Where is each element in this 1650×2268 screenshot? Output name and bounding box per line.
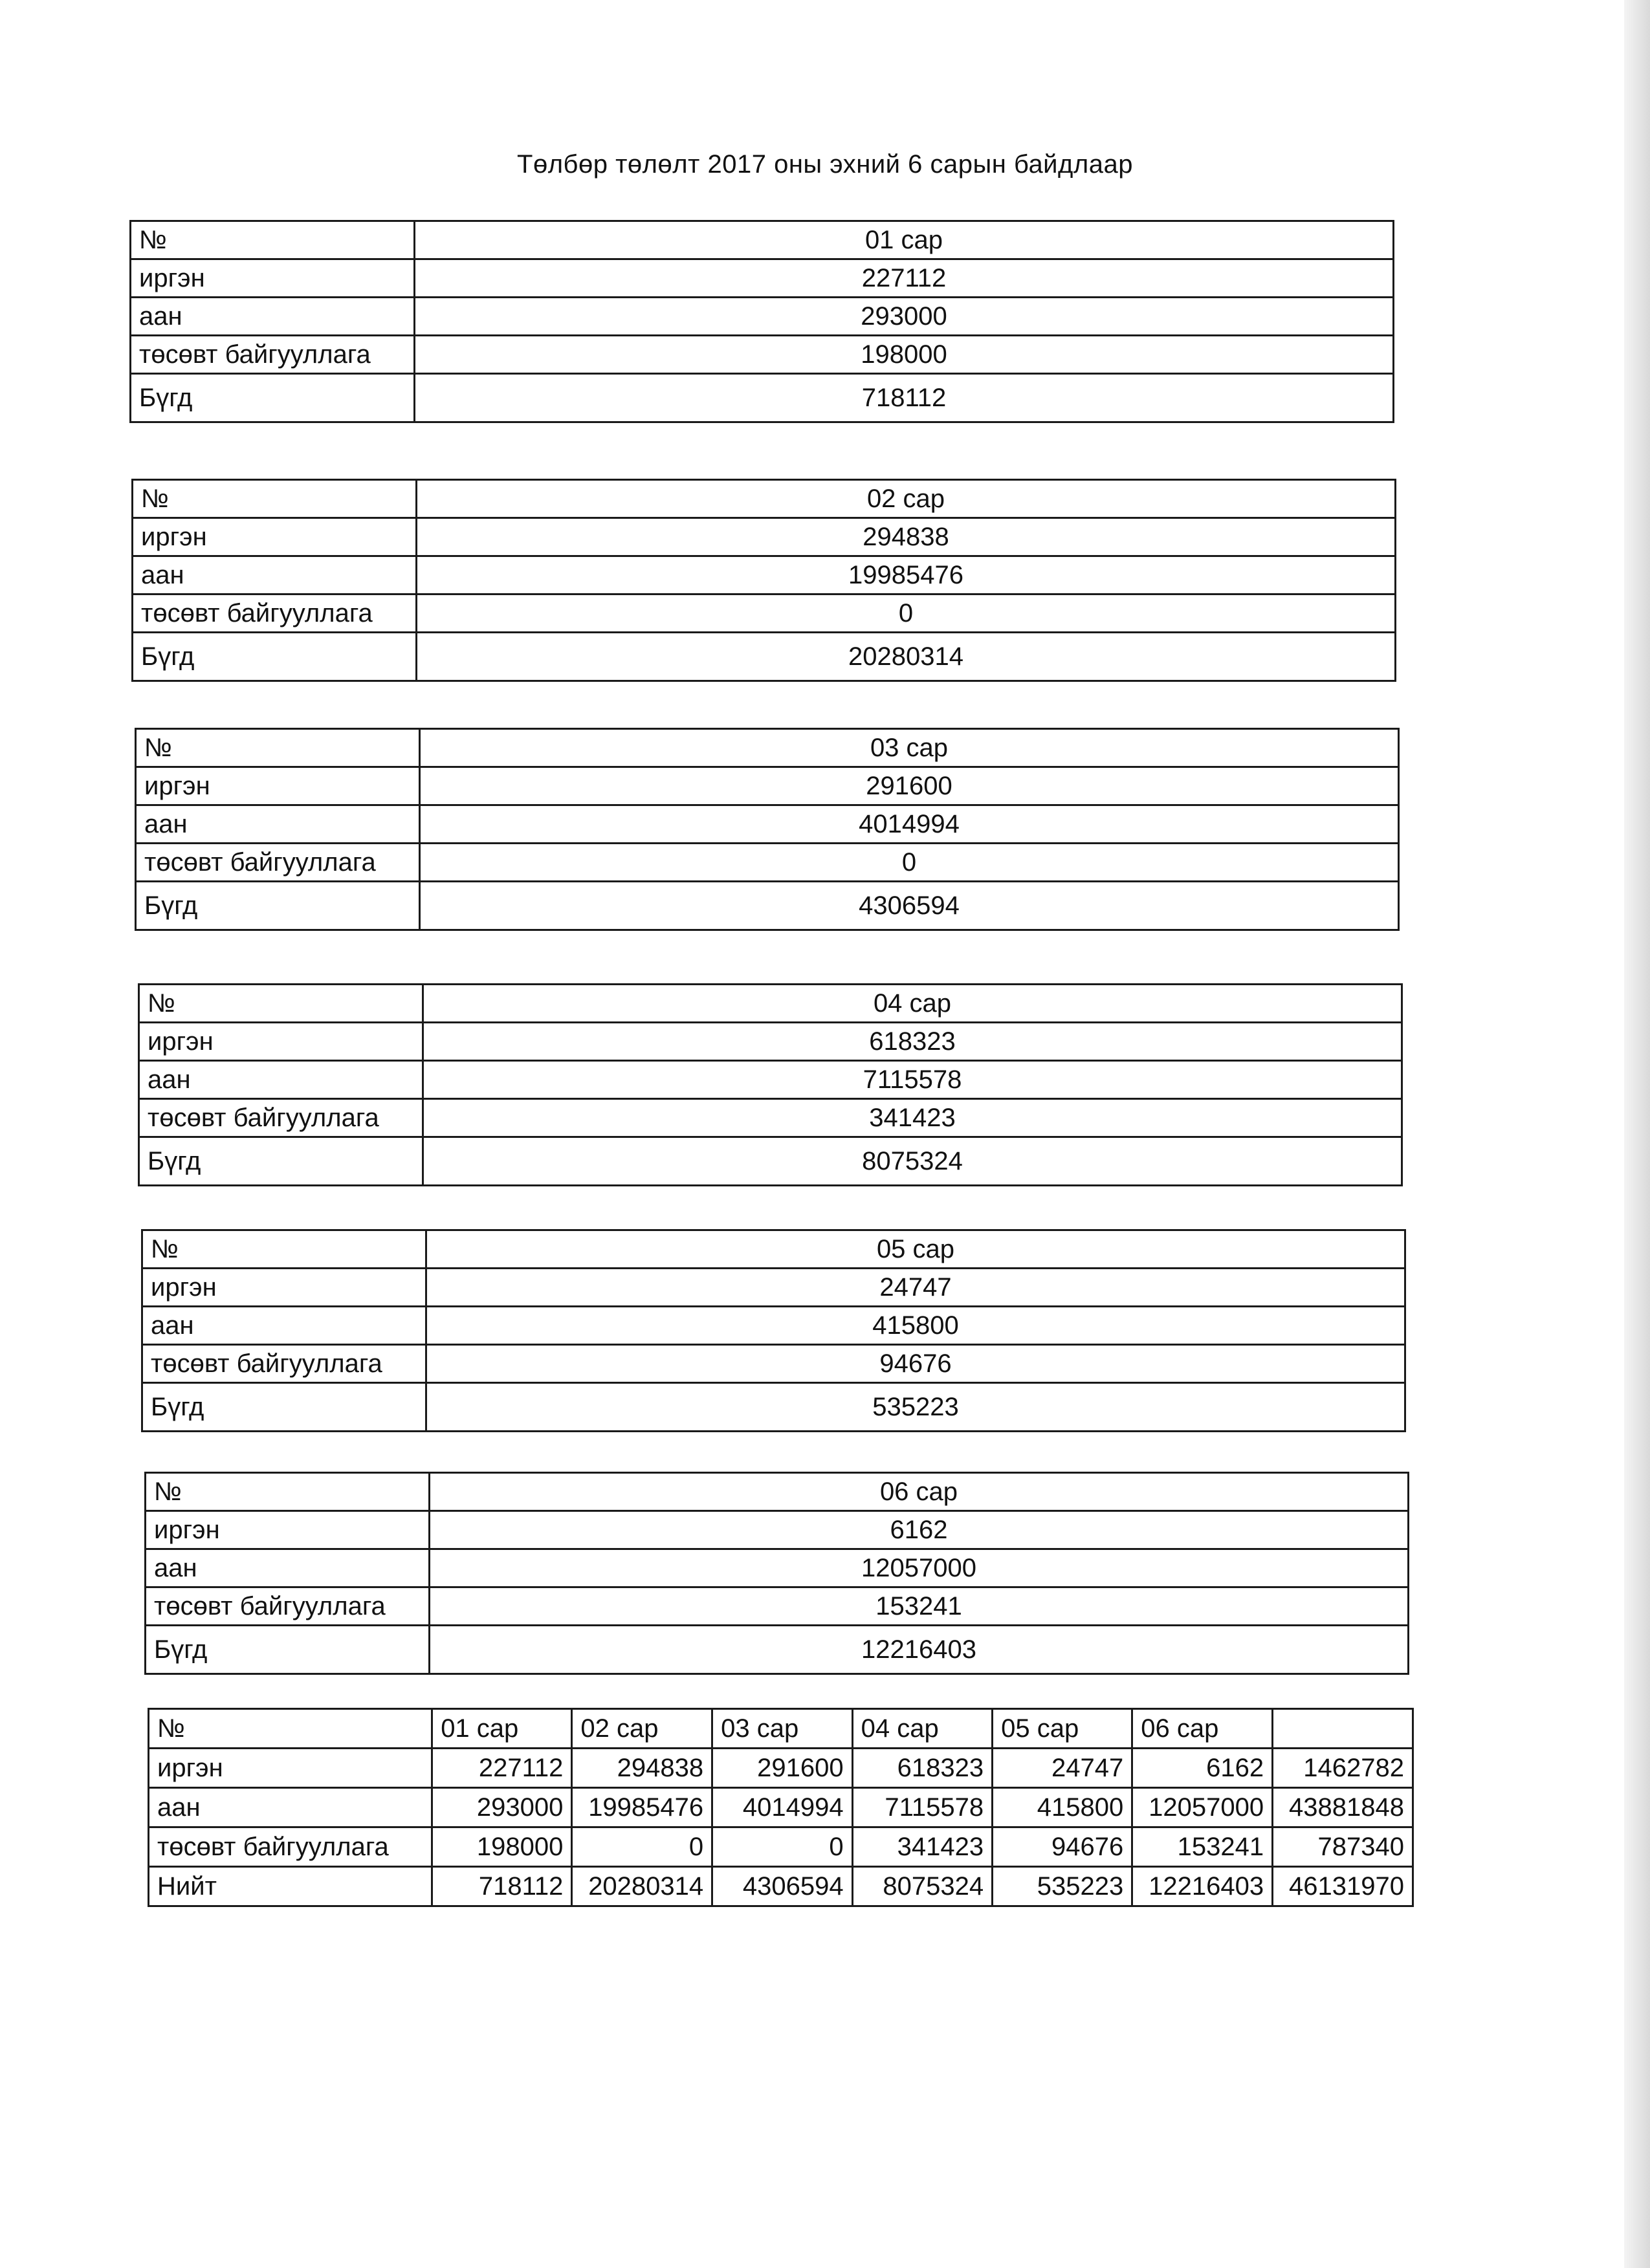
table-row bbox=[149, 1827, 1413, 1867]
month-table-04 bbox=[138, 983, 1403, 1186]
company-value: 4014994 bbox=[420, 805, 1399, 844]
month-table-03 bbox=[135, 728, 1400, 931]
table-cell: 20280314 bbox=[572, 1867, 712, 1906]
table-cell: 415800 bbox=[993, 1788, 1132, 1827]
budget-org-value: 341423 bbox=[423, 1099, 1402, 1137]
month-header: 06 сар bbox=[430, 1473, 1409, 1511]
summary-col-header: 04 сар bbox=[852, 1709, 992, 1749]
table-cell: 291600 bbox=[712, 1749, 852, 1788]
table-row bbox=[149, 1749, 1413, 1788]
table-cell: 8075324 bbox=[852, 1867, 992, 1906]
table-row bbox=[133, 594, 1396, 633]
row-label-citizen: иргэн bbox=[146, 1511, 430, 1549]
table-cell: 12057000 bbox=[1132, 1788, 1273, 1827]
table-row bbox=[131, 221, 1394, 259]
table-row bbox=[139, 1061, 1402, 1099]
row-label-company: аан bbox=[136, 805, 420, 844]
row-total-cell: 43881848 bbox=[1273, 1788, 1413, 1827]
row-label-citizen: иргэн bbox=[142, 1269, 426, 1307]
row-label-total: Бүгд bbox=[136, 882, 420, 930]
budget-org-value: 0 bbox=[420, 844, 1399, 882]
company-value: 293000 bbox=[415, 298, 1394, 336]
table-cell: 7115578 bbox=[852, 1788, 992, 1827]
table-row bbox=[149, 1867, 1413, 1906]
row-label-citizen: иргэн bbox=[136, 767, 420, 805]
summary-col-header: 06 сар bbox=[1132, 1709, 1273, 1749]
table-row bbox=[136, 729, 1399, 767]
table-row bbox=[131, 374, 1394, 422]
table-row bbox=[146, 1511, 1409, 1549]
row-label-company: аан bbox=[131, 298, 415, 336]
table-row bbox=[142, 1307, 1405, 1345]
table-cell: 341423 bbox=[852, 1827, 992, 1867]
row-label-no: № bbox=[149, 1709, 432, 1749]
row-total-cell: 1462782 bbox=[1273, 1749, 1413, 1788]
company-value: 415800 bbox=[426, 1307, 1405, 1345]
table-row bbox=[139, 1137, 1402, 1186]
total-value: 718112 bbox=[415, 374, 1394, 422]
total-value: 12216403 bbox=[430, 1626, 1409, 1674]
table-cell: 153241 bbox=[1132, 1827, 1273, 1867]
summary-col-header: 03 сар bbox=[712, 1709, 852, 1749]
row-label-no: № bbox=[139, 985, 423, 1023]
total-value: 20280314 bbox=[417, 633, 1396, 681]
citizen-value: 227112 bbox=[415, 259, 1394, 298]
row-label-budget-org: төсөвт байгууллага bbox=[149, 1827, 432, 1867]
summary-col-header bbox=[1273, 1709, 1413, 1749]
budget-org-value: 94676 bbox=[426, 1345, 1405, 1383]
table-cell: 6162 bbox=[1132, 1749, 1273, 1788]
row-label-budget-org: төсөвт байгууллага bbox=[131, 336, 415, 374]
summary-col-header: 05 сар bbox=[993, 1709, 1132, 1749]
total-value: 535223 bbox=[426, 1383, 1405, 1432]
row-label-budget-org: төсөвт байгууллага bbox=[136, 844, 420, 882]
grand-total-cell: 46131970 bbox=[1273, 1867, 1413, 1906]
row-label-citizen: иргэн bbox=[131, 259, 415, 298]
page-title: Төлбөр төлөлт 2017 оны эхний 6 сарын байдлаар bbox=[517, 150, 1133, 179]
row-label-no: № bbox=[146, 1473, 430, 1511]
table-row bbox=[133, 556, 1396, 594]
row-label-company: аан bbox=[139, 1061, 423, 1099]
row-label-total: Бүгд bbox=[139, 1137, 423, 1186]
month-header: 03 сар bbox=[420, 729, 1399, 767]
row-label-citizen: иргэн bbox=[149, 1749, 432, 1788]
page-edge-shadow bbox=[1624, 0, 1650, 2268]
row-label-budget-org: төсөвт байгууллага bbox=[146, 1587, 430, 1626]
company-value: 12057000 bbox=[430, 1549, 1409, 1587]
month-table-06 bbox=[144, 1472, 1409, 1675]
table-row bbox=[146, 1549, 1409, 1587]
table-cell: 227112 bbox=[432, 1749, 572, 1788]
row-label-budget-org: төсөвт байгууллага bbox=[139, 1099, 423, 1137]
row-label-company: аан bbox=[142, 1307, 426, 1345]
row-label-budget-org: төсөвт байгууллага bbox=[142, 1345, 426, 1383]
table-row bbox=[139, 1023, 1402, 1061]
budget-org-value: 0 bbox=[417, 594, 1396, 633]
table-row bbox=[131, 298, 1394, 336]
table-row bbox=[142, 1230, 1405, 1269]
table-cell: 293000 bbox=[432, 1788, 572, 1827]
table-row bbox=[133, 633, 1396, 681]
table-cell: 94676 bbox=[993, 1827, 1132, 1867]
table-row bbox=[146, 1587, 1409, 1626]
table-cell: 198000 bbox=[432, 1827, 572, 1867]
table-row bbox=[142, 1383, 1405, 1432]
table-row bbox=[142, 1345, 1405, 1383]
row-label-no: № bbox=[133, 480, 417, 518]
table-cell: 0 bbox=[712, 1827, 852, 1867]
row-label-total: Бүгд bbox=[146, 1626, 430, 1674]
summary-table bbox=[148, 1708, 1414, 1907]
table-row bbox=[133, 518, 1396, 556]
table-cell: 4306594 bbox=[712, 1867, 852, 1906]
citizen-value: 6162 bbox=[430, 1511, 1409, 1549]
row-label-no: № bbox=[136, 729, 420, 767]
budget-org-value: 198000 bbox=[415, 336, 1394, 374]
table-cell: 0 bbox=[572, 1827, 712, 1867]
table-row bbox=[136, 767, 1399, 805]
row-label-grand-total: Нийт bbox=[149, 1867, 432, 1906]
table-row bbox=[131, 336, 1394, 374]
row-label-total: Бүгд bbox=[133, 633, 417, 681]
row-label-budget-org: төсөвт байгууллага bbox=[133, 594, 417, 633]
table-row bbox=[136, 805, 1399, 844]
citizen-value: 24747 bbox=[426, 1269, 1405, 1307]
citizen-value: 618323 bbox=[423, 1023, 1402, 1061]
row-label-company: аан bbox=[149, 1788, 432, 1827]
table-row bbox=[142, 1269, 1405, 1307]
total-value: 8075324 bbox=[423, 1137, 1402, 1186]
row-label-no: № bbox=[131, 221, 415, 259]
table-row bbox=[139, 1099, 1402, 1137]
table-cell: 24747 bbox=[993, 1749, 1132, 1788]
month-table-05 bbox=[141, 1229, 1406, 1432]
month-table-01 bbox=[129, 220, 1394, 423]
row-label-citizen: иргэн bbox=[139, 1023, 423, 1061]
row-label-no: № bbox=[142, 1230, 426, 1269]
table-cell: 618323 bbox=[852, 1749, 992, 1788]
summary-col-header: 02 сар bbox=[572, 1709, 712, 1749]
table-row bbox=[133, 480, 1396, 518]
company-value: 19985476 bbox=[417, 556, 1396, 594]
month-header: 05 сар bbox=[426, 1230, 1405, 1269]
table-row bbox=[131, 259, 1394, 298]
month-header: 01 сар bbox=[415, 221, 1394, 259]
row-label-citizen: иргэн bbox=[133, 518, 417, 556]
row-label-total: Бүгд bbox=[131, 374, 415, 422]
company-value: 7115578 bbox=[423, 1061, 1402, 1099]
total-value: 4306594 bbox=[420, 882, 1399, 930]
table-cell: 4014994 bbox=[712, 1788, 852, 1827]
month-header: 04 сар bbox=[423, 985, 1402, 1023]
table-cell: 12216403 bbox=[1132, 1867, 1273, 1906]
row-total-cell: 787340 bbox=[1273, 1827, 1413, 1867]
table-row bbox=[146, 1626, 1409, 1674]
table-row bbox=[136, 844, 1399, 882]
table-cell: 535223 bbox=[993, 1867, 1132, 1906]
month-table-02 bbox=[131, 479, 1396, 682]
table-row bbox=[146, 1473, 1409, 1511]
summary-col-header: 01 сар bbox=[432, 1709, 572, 1749]
table-row bbox=[149, 1788, 1413, 1827]
citizen-value: 294838 bbox=[417, 518, 1396, 556]
table-row bbox=[136, 882, 1399, 930]
month-header: 02 сар bbox=[417, 480, 1396, 518]
row-label-company: аан bbox=[146, 1549, 430, 1587]
table-cell: 19985476 bbox=[572, 1788, 712, 1827]
row-label-company: аан bbox=[133, 556, 417, 594]
budget-org-value: 153241 bbox=[430, 1587, 1409, 1626]
summary-header-row bbox=[149, 1709, 1413, 1749]
citizen-value: 291600 bbox=[420, 767, 1399, 805]
table-row bbox=[139, 985, 1402, 1023]
row-label-total: Бүгд bbox=[142, 1383, 426, 1432]
table-cell: 294838 bbox=[572, 1749, 712, 1788]
table-cell: 718112 bbox=[432, 1867, 572, 1906]
